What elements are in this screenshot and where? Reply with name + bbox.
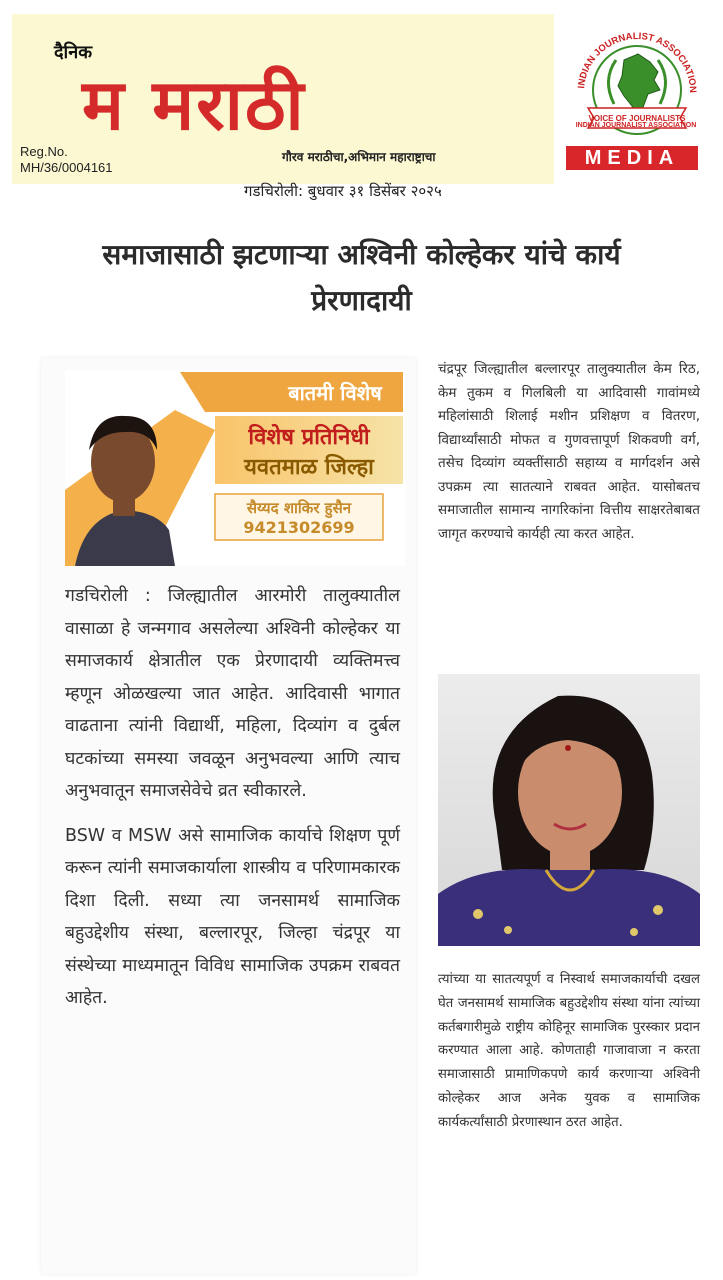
- logo-ring-text: INDIAN JOURNALIST ASSOCIATION: [576, 30, 699, 94]
- article-headline: [20, 232, 703, 324]
- left-column: [41, 358, 416, 1274]
- reporter-banner: [65, 370, 405, 566]
- registration-number: [20, 144, 113, 176]
- headline-line-1: समाजासाठी झटणाऱ्या अश्विनी कोल्हेकर यांचे कार्य: [102, 238, 621, 271]
- paragraph-right-1: चंद्रपूर जिल्ह्यातील बल्लारपूर तालुक्यातील केम रिठ, केम तुकम व गिलबिली या आदिवासी गावांमध्ये महिलांसाठी शिलाई मशीन प्रशिक्षण व वितरण, विद्यार्थ्यांसाठी मोफत व गुणवत्तापूर्ण शिकवणी वर्ग, तसेच दिव्यांग व्यक्तींसाठी सहाय्य व मार्गदर्शन असे उपक्रम त्या सातत्याने राबवत आहेत. यासोबतच समाजातील सामान्य नागरिकांना वित्तीय साक्षरतेबाबत जागृत करण्याचे कार्यही त्या करत आहेत.: [438, 361, 700, 542]
- article-body-left: [65, 580, 400, 1027]
- masthead-brand-title: म मराठी: [82, 63, 306, 146]
- right-column: [428, 356, 710, 1256]
- masthead-tagline: गौरव मराठीचा,अभिमान महाराष्ट्राचा: [282, 150, 436, 164]
- banner-phone: 9421302699: [243, 518, 355, 537]
- masthead: [12, 14, 554, 184]
- paragraph-left-2: BSW व MSW असे सामाजिक कार्याचे शिक्षण पूर्ण करून त्यांनी समाजकार्याला शास्त्रीय व परिणामकारक दिशा दिली. सध्या त्या जनसामर्थ सामाजिक बहुउद्देशीय संस्था, बल्लारपूर, जिल्हा चंद्रपूर या संस्थेच्या माध्यमातून विविध सामाजिक उपक्रम राबवत आहेत.: [65, 825, 400, 1008]
- reg-label: Reg.No.: [20, 144, 68, 159]
- logo-association-name: INDIAN JOURNALIST ASSOCIATION: [575, 122, 697, 129]
- reg-value: MH/36/0004161: [20, 160, 113, 175]
- dateline: गडचिरोली: बुधवार ३१ डिसेंबर २०२५: [244, 182, 442, 200]
- media-badge: MEDIA: [566, 146, 698, 170]
- subject-photo: [438, 674, 700, 946]
- paragraph-left-1: गडचिरोली : जिल्ह्यातील आरमोरी तालुक्यातील वासाळा हे जन्मगाव असलेल्या अश्विनी कोल्हेकर या समाजकार्य क्षेत्रातील एक प्रेरणादायी व्यक्तिमत्त्व म्हणून ओळखल्या जात आहेत. आदिवासी भागात वाढताना त्यांनी विद्यार्थी, महिला, दिव्यांग व दुर्बल घटकांच्या समस्या जवळून अनुभवल्या आणि त्याच अनुभवातून समाजसेवेचे व्रत स्वीकारले.: [65, 586, 400, 801]
- masthead-daily-label: दैनिक: [54, 42, 93, 63]
- banner-district: यवतमाळ जिल्हा: [244, 455, 374, 480]
- logo-ribbon-text: VOICE OF JOURNALISTS: [588, 114, 686, 123]
- banner-role: विशेष प्रतिनिधी: [248, 425, 370, 450]
- banner-tag: बातमी विशेष: [288, 381, 382, 405]
- headline-line-2: प्रेरणादायी: [311, 284, 412, 317]
- banner-reporter-name: सैय्यद शाकिर हुसैन: [246, 499, 352, 517]
- paragraph-right-2: त्यांच्या या सातत्यपूर्ण व निस्वार्थ समाजकार्याची दखल घेत जनसामर्थ सामाजिक बहुउद्देशीय संस्था यांना त्यांच्या कर्तबगारीमुळे राष्ट्रीय कोहिनूर सामाजिक पुरस्कार प्रदान करण्यात आला आहे. कोणताही गाजावाजा न करता समाजासाठी प्रामाणिकपणे कार्य करणाऱ्या अश्विनी कोल्हेकर आज अनेक युवक व सामाजिक कार्यकर्त्यांसाठी प्रेरणास्थान ठरत आहेत.: [438, 972, 700, 1130]
